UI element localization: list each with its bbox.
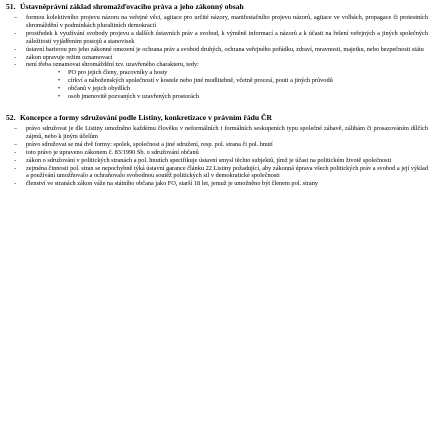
list-item xyxy=(6,14,442,30)
section-number: 51. xyxy=(6,2,16,11)
list-item xyxy=(6,125,442,141)
dash-marker: – xyxy=(14,140,18,148)
sub-list-item xyxy=(6,69,442,77)
dash-marker: - xyxy=(14,148,17,156)
list-item-text: zejména činnosti pol. stran se nepochybně týká ústavní garance článku 22 Listiny požadující, aby zákonná úprava všech politických práv a svobod a její výklad a používání umožňovalo a ochraňovalo svobodnou soutěž politických sil v demokratické společnosti xyxy=(26,164,429,180)
list-item xyxy=(6,165,442,181)
dash-marker: - xyxy=(14,156,17,164)
list-item xyxy=(6,157,442,165)
list-item-text: církví a náboženských společností v kostele nebo jiné modlitebně, včetně procesí, pouti a jiných průvodů xyxy=(68,77,333,85)
list-item-text: členství ve stranách zákon váže na státního občana jako FO, starší 18 let, jemuž je umožněno být členem pol. strany xyxy=(26,180,319,188)
section-52 xyxy=(6,113,442,188)
dash-marker: – xyxy=(14,14,18,21)
list-item-text: právo sdružovat je dle Listiny umožněno každému člověku v neformálních i formálních seskupeních typu společné zábavě, zálibám či prosazováním dílčích zájmů, nebo k jiným účelům xyxy=(26,124,428,140)
bullet-marker: • xyxy=(58,77,61,85)
list-item xyxy=(6,61,442,69)
section-title: Ústavněprávní základ shromažďovacího práva a jeho zákonný obsah xyxy=(20,2,244,11)
section-heading xyxy=(6,113,442,123)
dash-marker: - xyxy=(14,53,17,61)
dash-marker: - xyxy=(14,164,17,172)
bullet-marker: • xyxy=(58,85,61,93)
list-item xyxy=(6,141,442,149)
list-item xyxy=(6,30,442,46)
list-item-text: právo sdružovat se má dvě formy: spolek, společnost a jiné sdružení, resp. pol. strana či pol. hnutí xyxy=(26,140,273,148)
bullet-marker: • xyxy=(58,93,61,101)
list-item xyxy=(6,54,442,62)
document-page xyxy=(6,2,442,200)
list-item-text: ústavní barierou pro jeho zákonné omezení je ochrana práv a svobod druhých, ochrana veřejného pořádku, zdraví, mravnosti, majetku, nebo bezpečnosti státu xyxy=(26,45,424,53)
dash-marker: - xyxy=(14,29,17,37)
sub-list-item xyxy=(6,93,442,101)
list-item-text: formou kolektivního projevu názoru na veřejné věci, agitace pro určité názory, manifestačního projevu názorů, agitace ve volbách, propagace či protestních shromáždění v podmínkách pluralitních demokracií xyxy=(26,14,428,29)
section-number: 52. xyxy=(6,112,16,122)
list-item xyxy=(6,149,442,157)
list-item-text: občanů v jejich obydlích xyxy=(68,85,131,93)
dash-marker: - xyxy=(14,180,17,188)
list-item-text: zákon upravuje režim oznamovací xyxy=(26,53,113,61)
section-heading xyxy=(6,2,442,12)
list-item-text: PO pro jejich členy, pracovníky a hosty xyxy=(68,69,168,77)
list-item xyxy=(6,46,442,54)
list-item xyxy=(6,180,442,188)
dash-marker: - xyxy=(14,61,17,69)
sub-list-item xyxy=(6,77,442,85)
dash-marker: – xyxy=(14,124,18,132)
section-51 xyxy=(6,2,442,101)
dash-marker: - xyxy=(14,45,17,53)
list-item-text: není třeba oznamovat shromáždění tzv. uzavřeného charakteru, tedy: xyxy=(26,61,199,69)
list-item-text: toto právo je upraveno zákonem č. 83/1990 Sb. o sdružování občanů xyxy=(26,148,199,156)
sub-list-item xyxy=(6,85,442,93)
section-title: Koncepce a formy sdružování podle Listiny, konkretizace v právním řádu ČR xyxy=(20,112,272,122)
bullet-marker: • xyxy=(58,69,61,77)
list-item-text: zákon o sdružování v politických stranách a pol. hnutích specifikuje ústavní smysl těchto subjektů, jímž je účast na politickém životě společnosti xyxy=(26,156,392,164)
list-item-text: prostředek k využívání svobody projevu a dalších ústavních práv a svobod, k výměně informací a názorů a k účasti na řešení veřejných a jiných společných záležitostí vyjádřením postojů a stanovisek xyxy=(26,29,428,45)
list-item-text: osob jmenovitě pozvaných v uzavřených prostorách xyxy=(68,93,199,101)
